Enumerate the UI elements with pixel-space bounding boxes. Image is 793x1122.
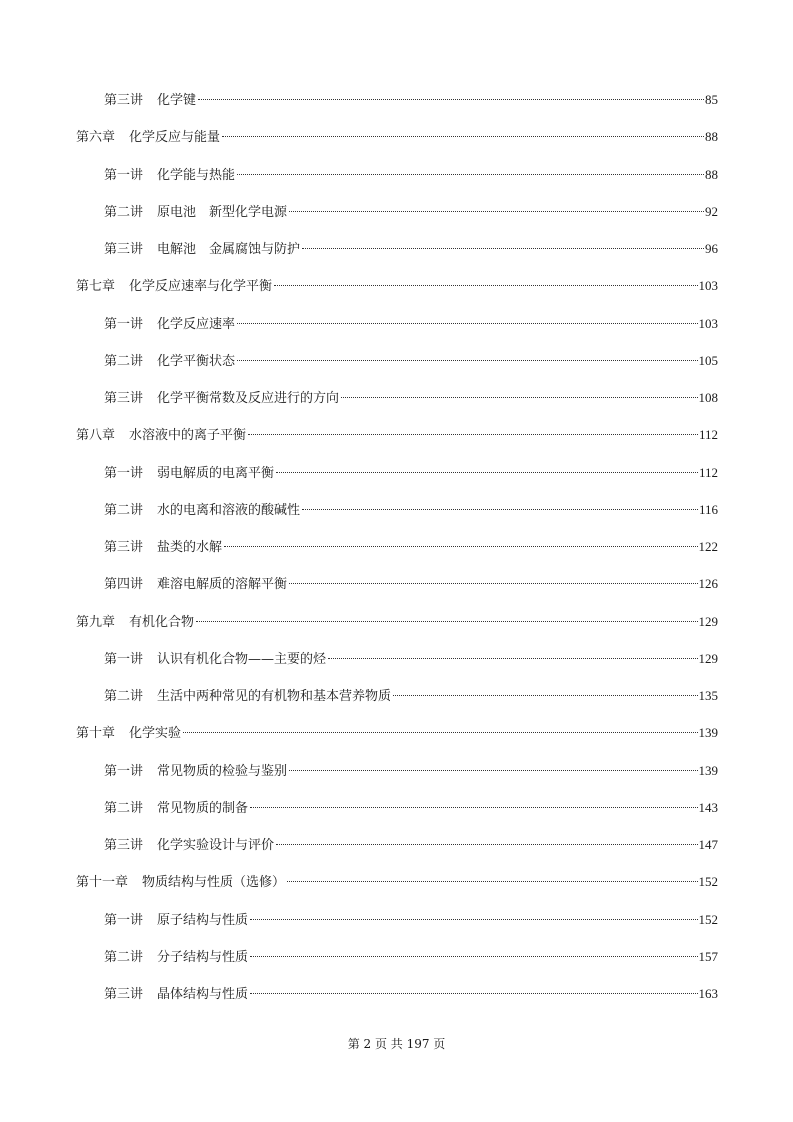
toc-entry-number: 第二讲 — [104, 204, 144, 220]
toc-entry-page-number: 112 — [698, 464, 718, 480]
toc-entry-title: 常见物质的检验与鉴别 — [157, 763, 288, 779]
toc-lecture-entry[interactable] — [104, 798, 718, 818]
toc-dot-leader — [237, 360, 697, 361]
toc-lecture-entry[interactable] — [104, 984, 718, 1004]
toc-lecture-entry[interactable] — [104, 500, 718, 520]
toc-dot-leader — [276, 472, 698, 473]
toc-dot-leader — [276, 844, 697, 845]
toc-lecture-entry[interactable] — [104, 314, 718, 334]
toc-entry-page-number: 152 — [698, 911, 718, 927]
toc-entry-page-number: 139 — [698, 725, 718, 741]
toc-entry-page-number: 112 — [698, 427, 718, 443]
toc-chapter-entry[interactable] — [76, 276, 718, 296]
toc-entry-page-number: 139 — [698, 762, 718, 778]
toc-entry-number: 第三讲 — [104, 242, 144, 257]
toc-entry-number: 第三讲 — [104, 838, 144, 853]
page-number-label: 第 2 页 共 197 页 — [347, 1037, 446, 1051]
toc-dot-leader — [302, 248, 704, 249]
toc-entry-number: 第一讲 — [104, 167, 144, 183]
toc-dot-leader — [196, 621, 697, 622]
toc-entry-number: 第二讲 — [104, 502, 144, 518]
toc-lecture-entry[interactable] — [104, 574, 718, 594]
toc-dot-leader — [393, 695, 697, 696]
toc-chapter-entry[interactable] — [76, 612, 718, 632]
toc-entry-title: 物质结构与性质（选修） — [142, 875, 286, 891]
toc-entry-title: 化学平衡常数及反应进行的方向 — [157, 391, 340, 406]
toc-entry-page-number: 88 — [705, 129, 718, 145]
toc-entry-number: 第一讲 — [104, 912, 144, 928]
toc-entry-title: 化学反应与能量 — [129, 130, 221, 146]
toc-entry-page-number: 96 — [705, 241, 718, 256]
toc-entry-title: 化学实验 — [129, 726, 182, 742]
toc-entry-page-number: 135 — [698, 688, 718, 703]
toc-lecture-entry[interactable] — [104, 910, 718, 930]
toc-entry-title: 难溶电解质的溶解平衡 — [157, 577, 288, 593]
toc-dot-leader — [328, 658, 697, 659]
toc-entry-page-number: 116 — [698, 501, 718, 517]
toc-entry-title: 水的电离和溶液的酸碱性 — [157, 502, 301, 518]
toc-entry-page-number: 129 — [698, 650, 718, 666]
toc-lecture-entry[interactable] — [104, 90, 718, 110]
toc-entry-number: 第三讲 — [104, 93, 144, 108]
toc-entry-page-number: 143 — [698, 799, 718, 815]
toc-chapter-entry[interactable] — [76, 723, 718, 743]
toc-entry-number: 第八章 — [76, 428, 116, 444]
toc-dot-leader — [341, 397, 697, 398]
toc-entry-number: 第一讲 — [104, 651, 144, 667]
toc-entry-number: 第二讲 — [104, 689, 144, 704]
toc-entry-title: 常见物质的制备 — [157, 800, 249, 816]
toc-dot-leader — [287, 881, 697, 882]
toc-dot-leader — [302, 509, 698, 510]
toc-entry-number: 第九章 — [76, 614, 116, 630]
toc-entry-title: 原电池 新型化学电源 — [157, 204, 288, 220]
toc-entry-number: 第十一章 — [76, 875, 129, 891]
toc-dot-leader — [289, 583, 697, 584]
toc-dot-leader — [289, 211, 704, 212]
toc-lecture-entry[interactable] — [104, 351, 718, 371]
toc-entry-page-number: 147 — [698, 837, 718, 852]
toc-entry-page-number: 103 — [698, 315, 718, 331]
toc-entry-page-number: 129 — [698, 613, 718, 629]
toc-entry-number: 第二讲 — [104, 949, 144, 965]
toc-entry-title: 化学反应速率 — [157, 316, 236, 332]
toc-entry-title: 生活中两种常见的有机物和基本营养物质 — [157, 689, 392, 704]
toc-entry-number: 第二讲 — [104, 353, 144, 369]
toc-dot-leader — [198, 99, 704, 100]
toc-dot-leader — [250, 956, 697, 957]
toc-lecture-entry[interactable] — [104, 202, 718, 222]
toc-entry-number: 第三讲 — [104, 391, 144, 406]
toc-chapter-entry[interactable] — [76, 127, 718, 147]
toc-lecture-entry[interactable] — [104, 686, 718, 706]
toc-entry-title: 化学平衡状态 — [157, 353, 236, 369]
toc-entry-number: 第一讲 — [104, 316, 144, 332]
toc-entry-page-number: 126 — [698, 576, 718, 592]
toc-entry-page-number: 163 — [698, 986, 718, 1001]
toc-dot-leader — [183, 732, 697, 733]
toc-chapter-entry[interactable] — [76, 872, 718, 892]
toc-entry-title: 弱电解质的电离平衡 — [157, 465, 275, 481]
toc-entry-title: 认识有机化合物——主要的烃 — [157, 651, 327, 667]
toc-entry-title: 有机化合物 — [129, 614, 195, 630]
toc-entry-page-number: 152 — [698, 874, 718, 890]
toc-entry-page-number: 103 — [698, 278, 718, 294]
toc-dot-leader — [250, 807, 697, 808]
toc-entry-number: 第三讲 — [104, 987, 144, 1002]
toc-entry-page-number: 105 — [698, 352, 718, 368]
toc-chapter-entry[interactable] — [76, 425, 718, 445]
toc-lecture-entry[interactable] — [104, 463, 718, 483]
toc-entry-title: 分子结构与性质 — [157, 949, 249, 965]
toc-entry-title: 电解池 金属腐蚀与防护 — [157, 242, 301, 257]
toc-dot-leader — [248, 434, 698, 435]
toc-entry-title: 水溶液中的离子平衡 — [129, 428, 247, 444]
toc-entry-page-number: 108 — [698, 390, 718, 405]
toc-lecture-entry[interactable] — [104, 835, 718, 855]
toc-entry-number: 第十章 — [76, 726, 116, 742]
toc-lecture-entry[interactable] — [104, 537, 718, 557]
toc-lecture-entry[interactable] — [104, 947, 718, 967]
toc-dot-leader — [224, 546, 697, 547]
toc-lecture-entry[interactable] — [104, 761, 718, 781]
toc-entry-number: 第六章 — [76, 130, 116, 146]
toc-entry-title: 化学反应速率与化学平衡 — [129, 279, 273, 295]
toc-entry-page-number: 88 — [705, 166, 718, 182]
toc-entry-title: 晶体结构与性质 — [157, 987, 249, 1002]
toc-entry-number: 第四讲 — [104, 577, 144, 593]
toc-entry-number: 第二讲 — [104, 800, 144, 816]
toc-entry-number: 第一讲 — [104, 763, 144, 779]
toc-entry-page-number: 92 — [705, 203, 718, 219]
toc-dot-leader — [289, 770, 697, 771]
toc-dot-leader — [274, 285, 697, 286]
toc-entry-title: 化学能与热能 — [157, 167, 236, 183]
toc-lecture-entry[interactable] — [104, 165, 718, 185]
toc-entry-page-number: 122 — [698, 539, 718, 554]
toc-entry-title: 原子结构与性质 — [157, 912, 249, 928]
toc-entry-page-number: 85 — [705, 92, 718, 107]
toc-lecture-entry[interactable] — [104, 649, 718, 669]
toc-entry-number: 第七章 — [76, 279, 116, 295]
toc-dot-leader — [222, 136, 704, 137]
page-footer — [0, 1036, 793, 1052]
toc-entry-number: 第三讲 — [104, 540, 144, 555]
toc-dot-leader — [250, 993, 697, 994]
toc-lecture-entry[interactable] — [104, 388, 718, 408]
toc-entry-title: 盐类的水解 — [157, 540, 223, 555]
toc-dot-leader — [237, 174, 704, 175]
toc-dot-leader — [250, 919, 697, 920]
toc-dot-leader — [237, 323, 697, 324]
toc-entry-page-number: 157 — [698, 948, 718, 964]
toc-entry-title: 化学键 — [157, 93, 197, 108]
toc-entry-title: 化学实验设计与评价 — [157, 838, 275, 853]
toc-lecture-entry[interactable] — [104, 239, 718, 259]
toc-entry-number: 第一讲 — [104, 465, 144, 481]
